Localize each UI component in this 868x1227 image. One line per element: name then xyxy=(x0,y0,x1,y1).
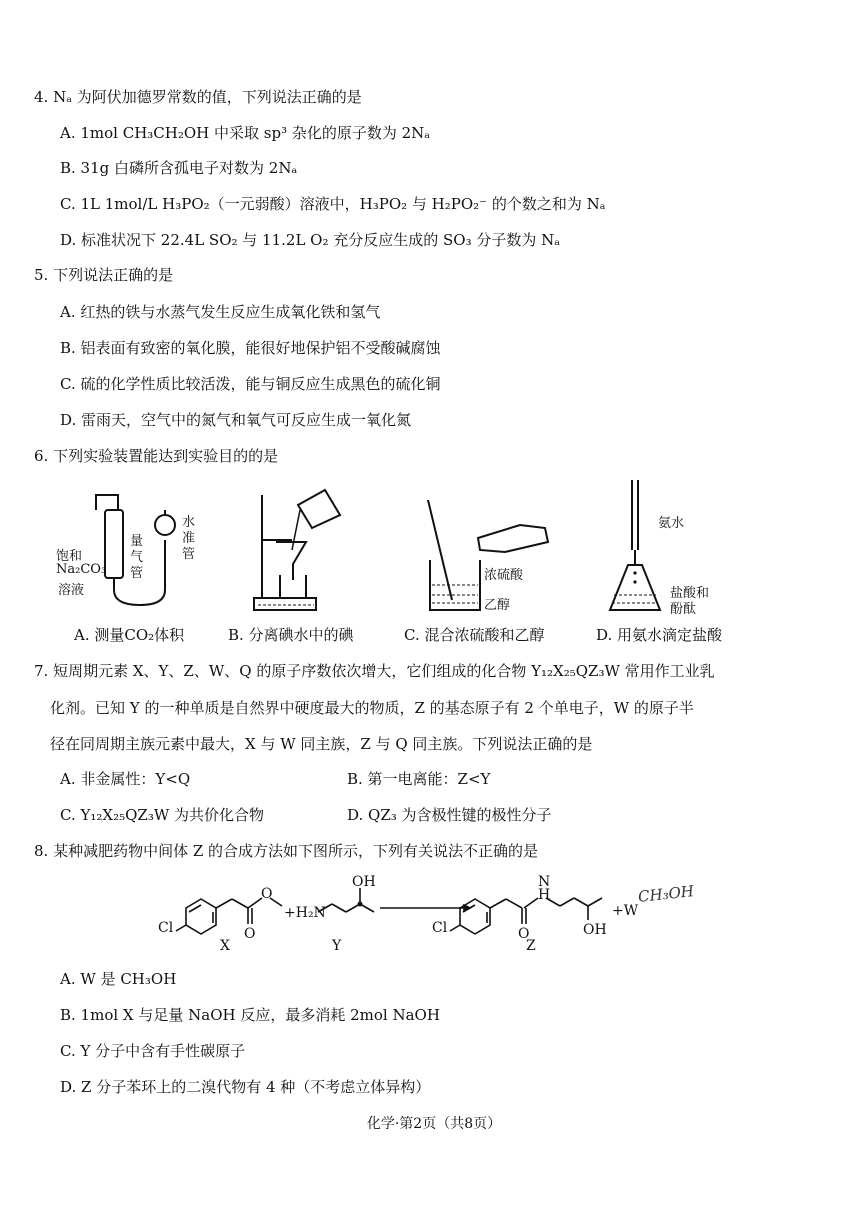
label-solution: 溶液 xyxy=(58,583,85,598)
label-gas-tube-3: 管 xyxy=(130,566,144,581)
q6-option-d: D. 用氨水滴定盐酸 xyxy=(596,626,723,644)
z-cl-label: Cl xyxy=(432,920,448,936)
label-level-tube-3: 管 xyxy=(182,547,196,562)
q5-option-b: B. 铝表面有致密的氧化膜，能很好地保护铝不受酸碱腐蚀 xyxy=(60,339,441,357)
q5-option-d: D. 雷雨天，空气中的氮气和氧气可反应生成一氧化氮 xyxy=(60,411,412,429)
z-oh-label: OH xyxy=(583,922,607,938)
q8-option-d: D. Z 分子苯环上的二溴代物有 4 种（不考虑立体异构） xyxy=(60,1078,431,1096)
x-cl-label: Cl xyxy=(158,920,174,936)
q4-option-d: D. 标准状况下 22.4L SO₂ 与 11.2L O₂ 充分反应生成的 SO₃ 分子数为 Nₐ xyxy=(60,231,561,249)
q7-option-a: A. 非金属性：Y<Q xyxy=(60,770,191,788)
label-y: Y xyxy=(332,938,342,954)
q4-option-b: B. 31g 白磷所含孤电子对数为 2Nₐ xyxy=(60,159,298,177)
q6-option-c: C. 混合浓硫酸和乙醇 xyxy=(404,626,545,644)
q8-stem: 8. 某种减肥药物中间体 Z 的合成方法如下图所示，下列有关说法不正确的是 xyxy=(34,842,539,860)
label-phenolphthalein: 酚酞 xyxy=(670,602,697,617)
z-carbonyl-o-label: O xyxy=(518,926,530,942)
page-footer: 化学·第2页（共8页） xyxy=(366,1116,502,1132)
q4-option-a: A. 1mol CH₃CH₂OH 中采取 sp³ 杂化的原子数为 2Nₐ xyxy=(60,124,431,142)
q7-stem-line3: 径在同周期主族元素中最大，X 与 W 同主族，Z 与 Q 同主族。下列说法正确的是 xyxy=(50,735,593,753)
q6-option-b: B. 分离碘水中的碘 xyxy=(228,626,354,644)
label-level-tube-1: 水 xyxy=(182,515,196,530)
q5-option-c: C. 硫的化学性质比较活泼，能与铜反应生成黑色的硫化铜 xyxy=(60,375,441,393)
label-ethanol: 乙醇 xyxy=(484,598,511,613)
q8-option-a: A. W 是 CH₃OH xyxy=(60,970,177,988)
q4-stem: 4. Nₐ 为阿伏加德罗常数的值，下列说法正确的是 xyxy=(34,88,362,106)
q7-option-b: B. 第一电离能：Z<Y xyxy=(347,770,491,788)
label-x: X xyxy=(220,938,230,954)
q6-stem: 6. 下列实验装置能达到实验目的的是 xyxy=(34,447,279,465)
z-nh-n-label: N xyxy=(538,874,551,890)
label-z: Z xyxy=(526,938,536,954)
label-gas-tube-2: 气 xyxy=(130,550,144,565)
q7-stem-line1: 7. 短周期元素 X、Y、Z、W、Q 的原子序数依次增大，它们组成的化合物 Y₁₂X₂₅QZ₃W 常用作工业乳 xyxy=(34,662,715,680)
label-saturated: 饱和 xyxy=(56,549,83,564)
q5-option-a: A. 红热的铁与水蒸气发生反应生成氧化铁和氢气 xyxy=(60,303,381,321)
q7-option-d: D. QZ₃ 为含极性键的极性分子 xyxy=(347,806,552,824)
q5-stem: 5. 下列说法正确的是 xyxy=(34,266,174,284)
label-na2co3: Na₂CO₃ xyxy=(56,562,107,577)
label-conc-sulfuric-acid: 浓硫酸 xyxy=(484,568,524,583)
q6-option-a: A. 测量CO₂体积 xyxy=(74,626,185,644)
x-carbonyl-o-label: O xyxy=(244,926,256,942)
handwritten-note: CH₃OH xyxy=(637,882,695,906)
y-h2n-label: +H₂N xyxy=(284,905,326,921)
x-ester-o-label: O xyxy=(261,886,273,902)
label-hcl-and: 盐酸和 xyxy=(670,586,710,601)
q8-option-c: C. Y 分子中含有手性碳原子 xyxy=(60,1042,246,1060)
q7-option-c: C. Y₁₂X₂₅QZ₃W 为共价化合物 xyxy=(60,806,265,824)
label-ammonia: 氨水 xyxy=(658,516,685,531)
label-level-tube-2: 准 xyxy=(182,531,196,546)
q8-option-b: B. 1mol X 与足量 NaOH 反应，最多消耗 2mol NaOH xyxy=(60,1006,440,1024)
z-nh-h-label: H xyxy=(538,887,551,903)
plus-w-label: +W xyxy=(612,903,639,919)
q8-reaction-scheme xyxy=(0,868,868,960)
q7-stem-line2: 化剂。已知 Y 的一种单质是自然界中硬度最大的物质，Z 的基态原子有 2 个单电子，W 的原子半 xyxy=(50,699,694,717)
y-oh-label: OH xyxy=(352,874,376,890)
q4-option-c: C. 1L 1mol/L H₃PO₂（一元弱酸）溶液中，H₃PO₂ 与 H₂PO₂⁻ 的个数之和为 Nₐ xyxy=(60,195,606,213)
label-gas-tube-1: 量 xyxy=(130,534,144,549)
